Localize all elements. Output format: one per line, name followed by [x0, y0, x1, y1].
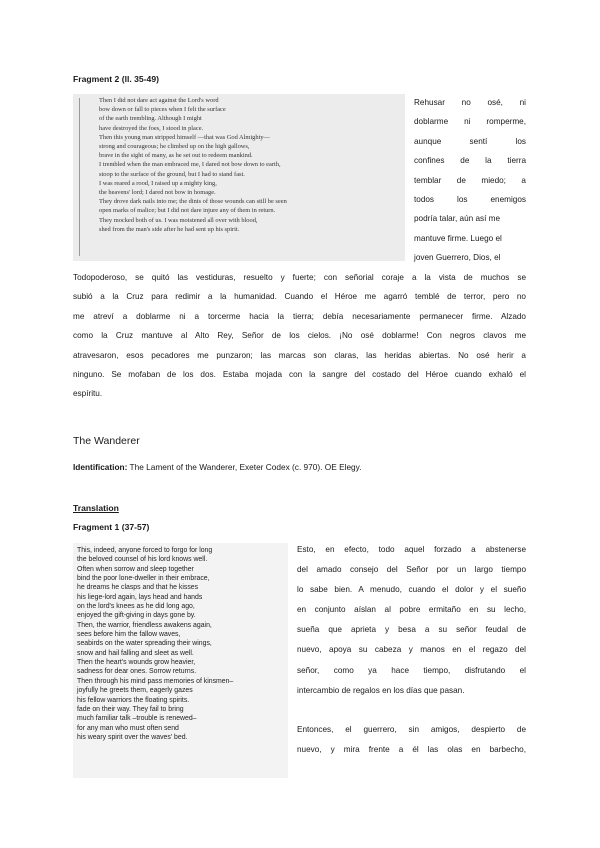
full-text-line: ninguno. Se mofaban de los dos. Estaba mojada con la sangre del costado del Héroe cuando exhaló el — [73, 369, 526, 379]
full-text-line: me atreví a doblarme ni a torcerme hacia la tierra; debía necesariamente permanecer firme. Alzado — [73, 311, 526, 321]
fragment-2-side-text — [414, 93, 526, 268]
side-line-last-2: mantuve firme. Luego el — [414, 233, 502, 243]
scan-text-line: strong and courageous; he climbed up on the high gallows, — [99, 143, 250, 151]
scan-text-line: Then through his mind pass memories of kinsmen– — [77, 677, 234, 685]
fragment-2-scan-image — [73, 94, 405, 261]
scan-text-line: bind the poor lone-dweller in their embrace, — [77, 575, 210, 583]
side-text-line: señor, como ya hace tiempo, disfrutando el — [297, 665, 526, 675]
scan-text-line: I trembled when the man embraced me, I dared not bow down to earth, — [99, 161, 281, 169]
scan-text-line: I was reared a rood, I raised up a mighty king, — [99, 179, 217, 187]
scan-text-line: enjoyed the gift-giving in days gone by. — [77, 612, 196, 620]
wanderer-title: The Wanderer — [73, 435, 140, 447]
scan-text-line: the heavens' lord; I dared not bow in homage. — [99, 189, 216, 197]
fragment-1-side-text — [297, 540, 526, 701]
scan-text-line: the beloved counsel of his lord knows well. — [77, 556, 208, 564]
scan-text-line: shed from the man's side after he had sent up his spirit. — [99, 225, 240, 233]
fragment-1-scan-image — [73, 543, 288, 778]
scan-text-line: Then, the warrior, friendless awakens again, — [77, 621, 212, 629]
scan-text-line: fade on their way. They fail to bring — [77, 705, 184, 713]
side-text-line: todos los enemigos — [414, 194, 526, 204]
fragment-2-heading: Fragment 2 (ll. 35-49) — [73, 74, 159, 84]
side-text-line: lo sabe bien. A menudo, cuando el dolor y el sueño — [297, 585, 526, 595]
full-line-last: espíritu. — [73, 389, 103, 399]
full-text-line: Todopoderoso, se quitó las vestiduras, resuelto y fuerte; con señorial coraje a la vista de muchos se — [73, 273, 526, 282]
scan-margin-marks — [79, 98, 90, 256]
scan-text-line: stoop to the surface of the ground, but I had to stand fast. — [99, 170, 245, 178]
side-text-line: sueña que aprieta y besa a su señor feudal de — [297, 625, 526, 635]
scan-text-line: on the lord's knees as he did long ago, — [77, 603, 195, 611]
side-text-line: Entonces, el guerrero, sin amigos, despierto de — [297, 725, 526, 734]
scan-text-line: Then the heart's wounds grow heavier, — [77, 659, 196, 667]
side-text-line: del amado consejo del Señor por un largo tiempo — [297, 565, 526, 575]
scan-text-line: he dreams he clasps and that he kisses — [77, 584, 199, 592]
scan-text-line: sadness for dear ones. Sorrow returns. — [77, 668, 197, 676]
side-text-line: Rehusar no osé, ni — [414, 98, 526, 107]
scan-text-line: joyfully he greets them, eagerly gazes — [77, 687, 193, 695]
scan-text-line: of the earth trembling. Although I might — [99, 115, 202, 123]
side-text-line: temblar de miedo; a — [414, 175, 526, 185]
scan-text-line: They drove dark nails into me; the dints of those wounds can still be seen — [99, 198, 287, 206]
side2-line-last: intercambio de regalos en los días que pasan. — [297, 685, 465, 695]
scan-text-line: This, indeed, anyone forced to forgo for long — [77, 547, 213, 554]
scan-text-line: for any man who must often send — [77, 724, 179, 732]
wanderer-identification — [73, 462, 362, 472]
fragment-2-full-text — [73, 268, 526, 404]
fragment-1-heading: Fragment 1 (37-57) — [73, 522, 150, 532]
side-text-line: aunque sentí los — [414, 136, 526, 146]
scan-text-line: his fellow warriors the floating spirits. — [77, 696, 190, 704]
scan-text-line: Then I did not dare act against the Lord's word — [99, 97, 219, 104]
scan-text-line: his weary spirit over the waves' bed. — [77, 733, 188, 741]
fragment-1-side-text-2 — [297, 720, 526, 761]
scan-text-line: much familiar talk –trouble is renewed– — [77, 715, 197, 723]
translation-heading: Translation — [73, 503, 119, 513]
side-text-line: confines de la tierra — [414, 156, 526, 166]
side-text-line: Esto, en efecto, todo aquel forzado a abstenerse — [297, 545, 526, 554]
scan-text-line: sees before him the fallow waves, — [77, 631, 181, 639]
scan-text-line: snow and hail falling and sleet as well. — [77, 649, 194, 657]
full-text-line: subió a la Cruz para redimir a la humanidad. Cuando el Héroe me agarró temblé de terror, pero no — [73, 292, 526, 302]
scan-text-line: Often when sorrow and sleep together — [77, 565, 194, 573]
side-line-last-3: joven Guerrero, Dios, el — [414, 253, 501, 263]
scan-text-line: open marks of malice; but I did not dare injure any of them in return. — [99, 207, 276, 215]
scan-text-line: seabirds on the water spreading their wings, — [77, 640, 212, 648]
full-text-line: como la Cruz mantuve al Alto Rey, Señor de los cielos. ¡No osé doblarme! Con negros clavos me — [73, 331, 526, 341]
side-text-line: doblarme ni romperme, — [414, 117, 526, 127]
side-line-last-1: podría talar, aún así me — [414, 214, 501, 224]
scan-text-line: They mocked both of us. I was moistened all over with blood, — [99, 216, 258, 224]
scan-text-line: brave in the sight of many, as he set out to redeem mankind. — [99, 152, 253, 160]
side-text-line: nuevo, apoya su cabeza y manos en el regazo del — [297, 645, 526, 655]
scan-text-line: bow down or fall to pieces when I felt the surface — [99, 106, 226, 114]
scan-text-line: his liege-lord again, lays head and hands — [77, 593, 203, 601]
ident-label: Identification: — [73, 462, 128, 472]
full-text-line: atravesaron, esos pecadores me punzaron; las marcas son claras, las heridas abiertas. No osé herir a — [73, 350, 526, 360]
scan-text-line: have destroyed the foes, I stood in place. — [99, 124, 204, 132]
side-text-line: nuevo, y mira frente a él las olas en barbecho, — [297, 745, 526, 755]
ident-text: The Lament of the Wanderer, Exeter Codex (c. 970). OE Elegy. — [127, 462, 362, 472]
scan-text-line: Then this young man stripped himself —that was God Almighty— — [99, 133, 270, 141]
side-text-line: en conjunto aíslan al pobre ermitaño en su lecho, — [297, 605, 526, 615]
